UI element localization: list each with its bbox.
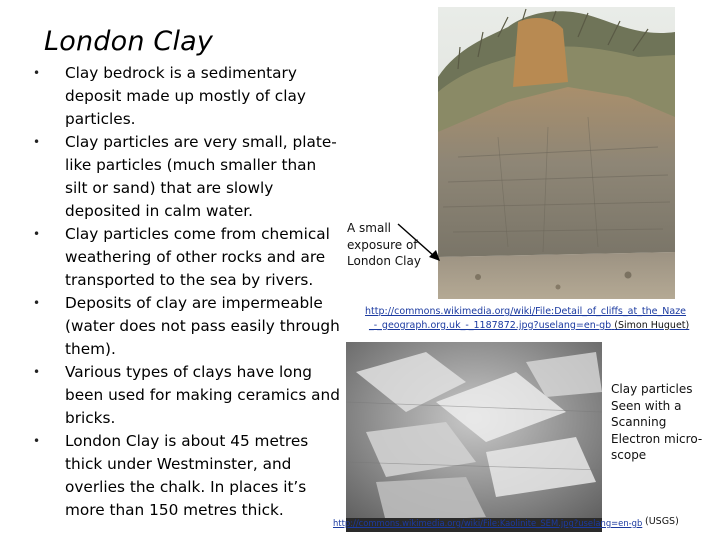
cliff-photo [438,7,675,299]
sem-credit: (USGS) [645,516,679,527]
exposure-caption: A small exposure of London Clay [347,221,421,268]
bullet-item [30,361,340,430]
cliff-source-link[interactable]: http://commons.wikimedia.org/wiki/File:Detail_of_cliffs_at_the_Naze [365,306,687,317]
bullet-dot: • [33,434,41,448]
slide-title: London Clay [44,26,214,57]
particles-caption: Clay particles Seen with a Scanning Electron micro-scope [611,382,703,462]
cliff-source-link-continued[interactable] [369,320,689,332]
bullet-dot: • [33,296,41,310]
bullet-item [30,292,340,361]
bullet-dot: • [33,227,41,241]
sem-source-link[interactable]: http://commons.wikimedia.org/wiki/File:Kaolinite_SEM.jpg?uselang=en-gb [333,518,643,528]
cliff-credit: (Simon Huguet) [614,320,690,331]
bullet-list [30,62,340,522]
bullet-text: Clay particles are very small, plate-like particles (much smaller than silt or sand) that are slowly deposited in calm water. [65,133,337,220]
bullet-text: London Clay is about 45 metres thick under Westminster, and overlies the chalk. In places it’s more than 150 metres thick. [65,432,309,519]
bullet-dot: • [33,365,41,379]
bullet-item [30,131,340,223]
bullet-item [30,430,340,522]
bullet-item [30,223,340,292]
bullet-dot: • [33,135,41,149]
cliff-source-link-text[interactable]: _-_geograph.org.uk_-_1187872.jpg?uselang=en-gb [369,320,612,331]
sem-photo [346,342,602,532]
bullet-dot: • [33,66,41,80]
bullet-item [30,62,340,131]
bullet-text: Deposits of clay are impermeable (water does not pass easily through them). [65,294,340,358]
bullet-text: Clay bedrock is a sedimentary deposit made up mostly of clay particles. [65,64,306,128]
bullet-text: Various types of clays have long been used for making ceramics and bricks. [65,363,340,427]
bullet-text: Clay particles come from chemical weathering of other rocks and are transported to the sea by rivers. [65,225,330,289]
